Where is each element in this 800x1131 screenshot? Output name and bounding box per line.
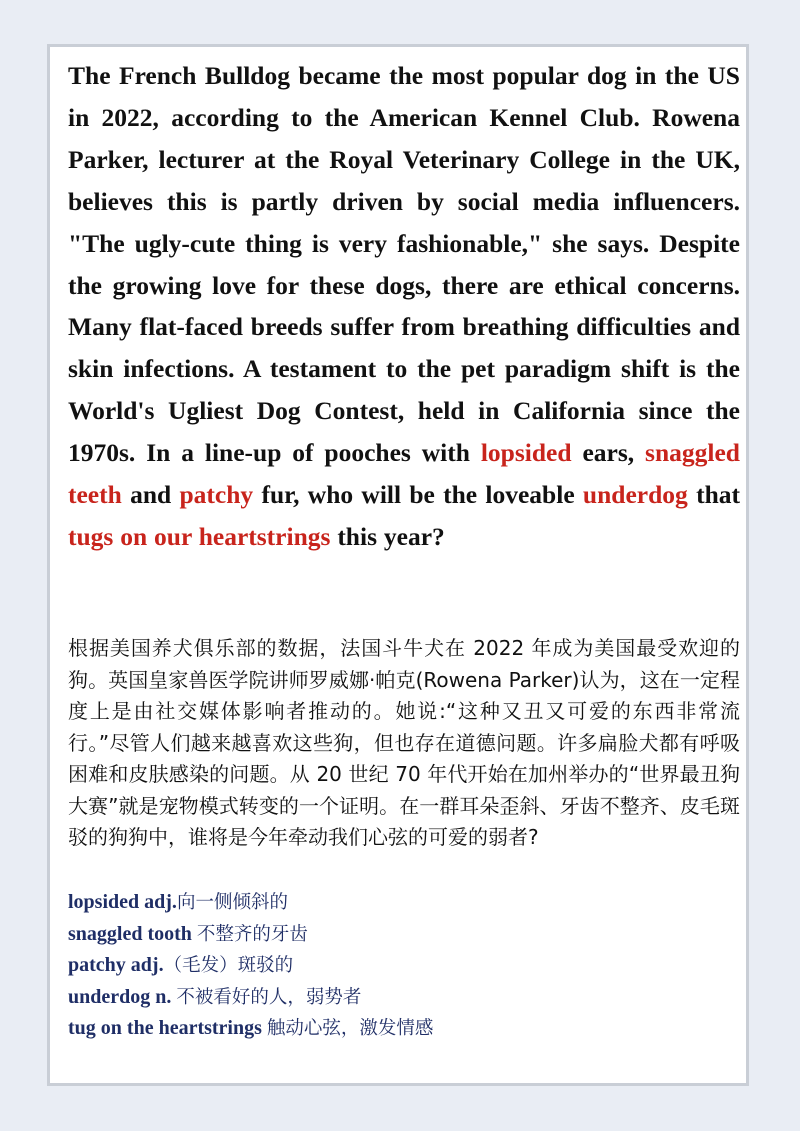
vocab-item	[68, 919, 740, 951]
chinese-translation-paragraph: 根据美国养犬俱乐部的数据，法国斗牛犬在 2022 年成为美国最受欢迎的狗。英国皇家兽医学院讲师罗威娜·帕克(Rowena Parker)认为，这在一定程度上是由社交媒体影响者推动的。她说:“这种又丑又可爱的东西非常流行。”尽管人们越来越喜欢这些狗，但也存在道德问题。许多扁脸犬都有呼吸困难和皮肤感染的问题。从 20 世纪 70 年代开始在加州举办的“世界最丑狗大赛”就是宠物模式转变的一个证明。在一群耳朵歪斜、牙齿不整齐、皮毛斑驳的狗狗中，谁将是今年牵动我们心弦的可爱的弱者?	[68, 636, 740, 849]
english-text-segment: this year?	[330, 521, 445, 551]
vocab-term: tug on the heartstrings	[68, 1017, 267, 1039]
english-text-segment: that	[687, 480, 740, 510]
vocab-meaning: 触动心弦，激发情感	[266, 1018, 434, 1039]
vocab-meaning: 不整齐的牙齿	[196, 923, 308, 945]
vocab-meaning: （毛发）斑驳的	[163, 955, 294, 976]
vocab-term: snaggled tooth	[68, 922, 197, 945]
english-text-segment: and	[121, 480, 180, 510]
highlighted-term-tugs-on-heartstrings: tugs on our heartstrings	[68, 521, 331, 551]
english-paragraph	[68, 55, 740, 558]
vocab-meaning: 不被看好的人，弱势者	[176, 986, 362, 1008]
english-text-segment: The French Bulldog became the most popular dog in the US in 2022, according to the American Kennel Club. Rowena Parker, lecturer at the Royal Veterinary College in the UK, believes this is partly driven by social media influencers. "The ugly-cute thing is very fashionable," she says. Despite the growing love for these dogs, there are ethical concerns. Many flat-faced breeds suffer from breathing difficulties and skin infections. A testament to the pet paradigm shift is the World's Ugliest Dog Contest, held in California since the 1970s. In a line-up of pooches with	[68, 61, 740, 468]
vocab-item	[68, 887, 740, 919]
vocab-term: patchy adj.	[68, 954, 164, 976]
vocab-item	[68, 982, 740, 1014]
vocabulary-list	[68, 887, 740, 1045]
english-text-segment: fur, who will be the loveable	[253, 480, 583, 510]
vocab-term: lopsided adj.	[68, 891, 177, 913]
highlighted-term-lopsided: lopsided	[480, 438, 572, 468]
article-card	[47, 44, 749, 1086]
vocab-meaning: 向一侧倾斜的	[176, 892, 288, 913]
highlighted-term-underdog: underdog	[582, 480, 688, 510]
vocab-item	[68, 950, 740, 982]
highlighted-term-patchy: patchy	[179, 480, 254, 510]
vocab-term: underdog n.	[68, 985, 177, 1008]
highlighted-term-snaggled-teeth: snaggled teeth	[68, 438, 740, 510]
vocab-item	[68, 1013, 740, 1045]
english-text-segment: ears,	[571, 438, 646, 468]
